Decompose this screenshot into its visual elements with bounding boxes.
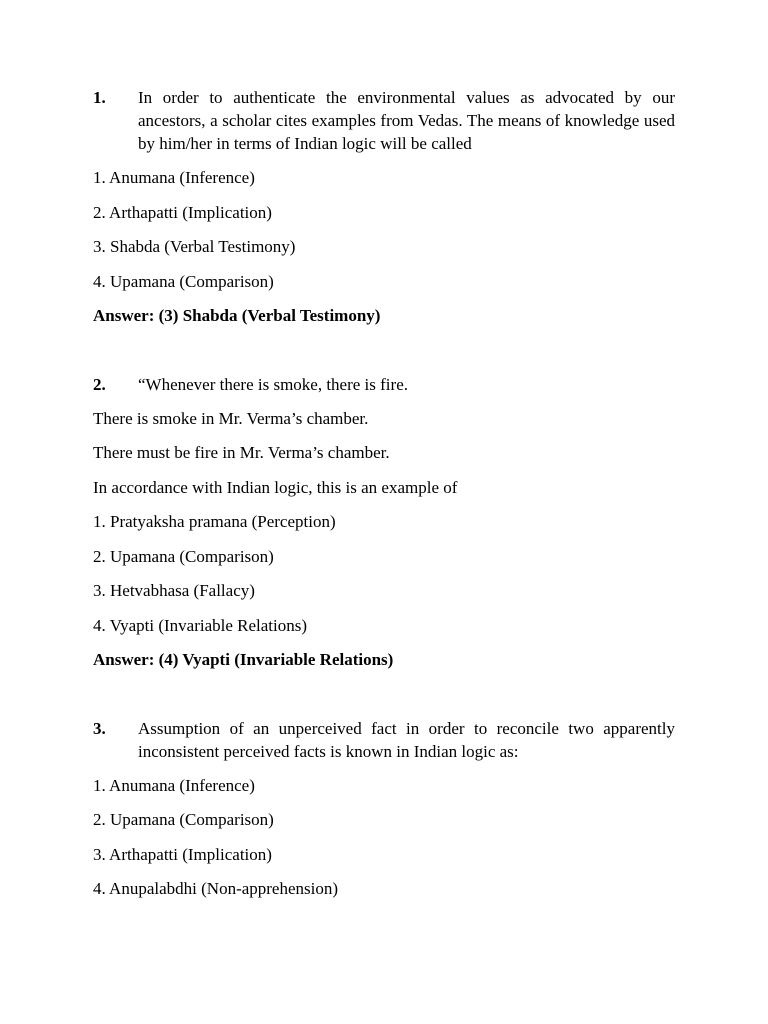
question-text: “Whenever there is smoke, there is fire.	[138, 374, 408, 394]
option-1: 1. Pratyaksha pramana (Perception)	[93, 512, 336, 531]
option-3: 3. Arthapatti (Implication)	[93, 844, 272, 864]
question-header	[93, 373, 675, 396]
option-4: 4. Upamana (Comparison)	[93, 271, 274, 291]
option-2: 2. Upamana (Comparison)	[93, 810, 274, 829]
question-number: 3.	[93, 718, 106, 738]
option-2: 2. Upamana (Comparison)	[93, 546, 274, 566]
answer-line: Answer: (3) Shabda (Verbal Testimony)	[93, 306, 381, 325]
question-3	[93, 717, 675, 901]
question-header	[93, 86, 675, 155]
option-4: 4. Anupalabdhi (Non-apprehension)	[93, 879, 339, 898]
conclusion-line: There must be fire in Mr. Verma’s chamber.	[93, 443, 390, 462]
question-text: Assumption of an unperceived fact in order to reconcile two apparently inconsistent perceived facts is known in Indian logic as:	[138, 718, 675, 761]
question-spacer	[93, 339, 675, 373]
question-text: In order to authenticate the environmental values as advocated by our ancestors, a scholar cites examples from Vedas. The means of knowledge used by him/her in terms of Indian logic will be called	[138, 88, 675, 153]
question-number: 1.	[93, 88, 106, 107]
option-2: 2. Arthapatti (Implication)	[93, 202, 272, 222]
option-1: 1. Anumana (Inference)	[93, 168, 255, 187]
premise-line: There is smoke in Mr. Verma’s chamber.	[93, 408, 369, 428]
option-4: 4. Vyapti (Invariable Relations)	[93, 615, 308, 635]
question-2	[93, 373, 675, 672]
question-header	[93, 717, 675, 763]
answer-line: Answer: (4) Vyapti (Invariable Relations)	[93, 650, 394, 669]
question-prompt: In accordance with Indian logic, this is an example of	[93, 477, 458, 497]
option-3: 3. Shabda (Verbal Testimony)	[93, 237, 296, 256]
question-spacer	[93, 683, 675, 717]
question-1	[93, 86, 675, 327]
option-3: 3. Hetvabhasa (Fallacy)	[93, 581, 255, 600]
document-page	[93, 86, 675, 912]
question-number: 2.	[93, 374, 106, 394]
option-1: 1. Anumana (Inference)	[93, 775, 255, 795]
